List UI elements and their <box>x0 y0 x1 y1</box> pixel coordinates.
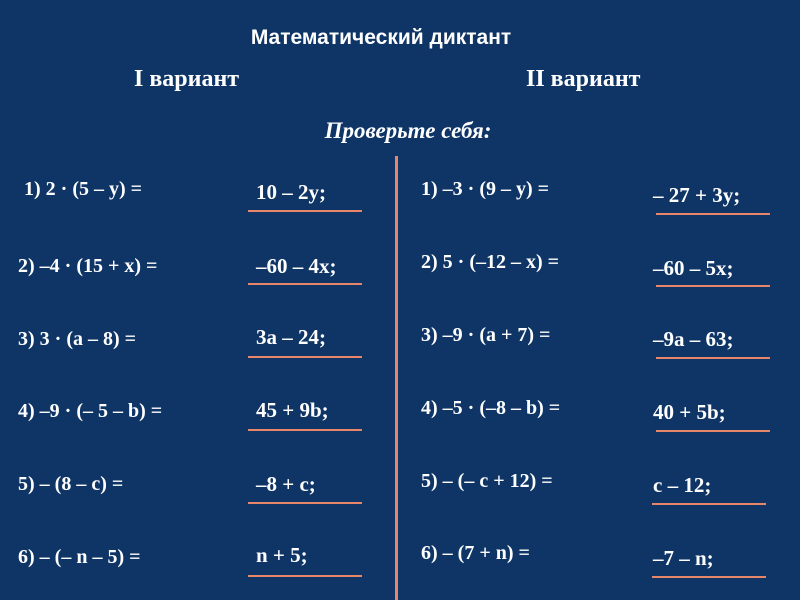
right-expression-3: 3) –9 · (a + 7) = <box>421 324 551 346</box>
left-expression-5: 5) – (8 – c) = <box>18 473 124 495</box>
left-answer-underline-6 <box>248 575 362 577</box>
right-expression-2: 2) 5 · (–12 – x) = <box>421 251 560 273</box>
left-expression-3: 3) 3 · (a – 8) = <box>18 328 137 350</box>
right-answer-6: –7 – n; <box>653 546 714 570</box>
left-answer-underline-5 <box>248 502 362 504</box>
left-answer-underline-1 <box>248 210 362 212</box>
left-answer-4: 45 + 9b; <box>256 398 329 422</box>
left-answer-5: –8 + c; <box>256 472 316 496</box>
right-answer-underline-2 <box>656 285 770 287</box>
left-expression-1: 1) 2 · (5 – y) = <box>24 178 143 200</box>
left-answer-6: n + 5; <box>256 543 308 567</box>
right-answer-4: 40 + 5b; <box>653 400 726 424</box>
left-answer-underline-2 <box>248 283 362 285</box>
left-answer-underline-4 <box>248 429 362 431</box>
left-answer-3: 3a – 24; <box>256 325 326 349</box>
right-answer-underline-5 <box>652 503 766 505</box>
slide-title: Математический диктант <box>250 26 512 49</box>
right-answer-underline-3 <box>656 357 770 359</box>
right-answer-1: – 27 + 3y; <box>653 183 741 207</box>
right-answer-underline-6 <box>652 576 766 578</box>
left-expression-4: 4) –9 · (– 5 – b) = <box>18 400 163 422</box>
right-expression-4: 4) –5 · (–8 – b) = <box>421 397 561 419</box>
left-answer-underline-3 <box>248 356 362 358</box>
check-yourself-heading: Проверьте себя: <box>324 118 492 143</box>
right-answer-2: –60 – 5x; <box>653 256 734 280</box>
variant-2-heading: II вариант <box>526 66 641 92</box>
left-expression-2: 2) –4 · (15 + x) = <box>18 255 158 277</box>
left-answer-1: 10 – 2y; <box>256 180 326 204</box>
right-answer-5: c – 12; <box>653 473 712 497</box>
left-expression-6: 6) – (– n – 5) = <box>18 546 141 568</box>
right-answer-underline-1 <box>656 213 770 215</box>
column-divider <box>395 156 398 600</box>
right-expression-5: 5) – (– c + 12) = <box>421 470 553 492</box>
right-expression-1: 1) –3 · (9 – y) = <box>421 178 550 200</box>
right-answer-3: –9a – 63; <box>653 327 734 351</box>
variant-1-heading: I вариант <box>134 66 240 92</box>
right-expression-6: 6) – (7 + n) = <box>421 542 530 564</box>
right-answer-underline-4 <box>656 430 770 432</box>
left-answer-2: –60 – 4x; <box>256 254 337 278</box>
